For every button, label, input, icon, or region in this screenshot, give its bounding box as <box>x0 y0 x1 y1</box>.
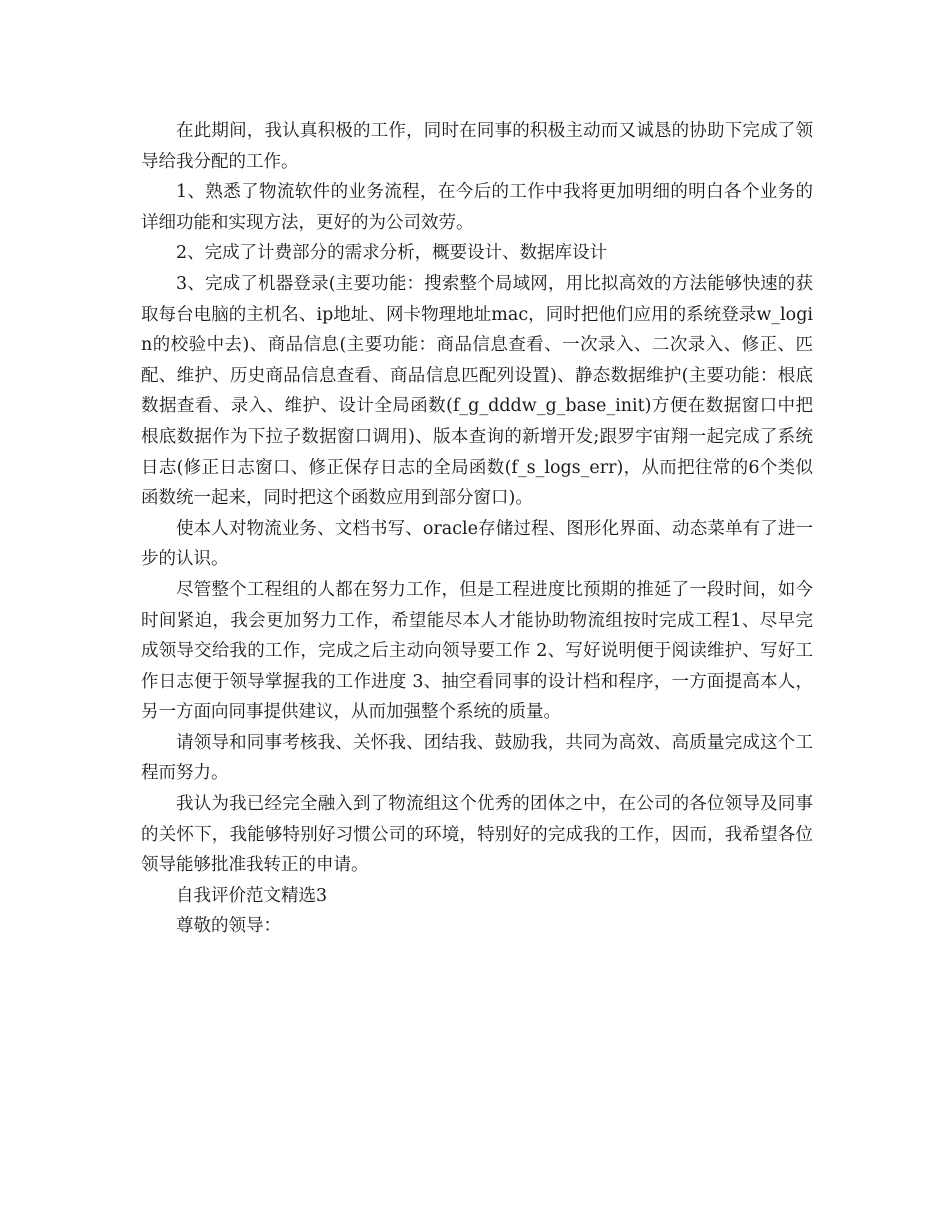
paragraph-conclusion: 我认为我已经完全融入到了物流组这个优秀的团体之中，在公司的各位领导及同事的关怀下，我能够特别好习惯公司的环境，特别好的完成我的工作，因而，我希望各位领导能够批准我转正的申请。 <box>141 794 813 876</box>
salutation: 尊敬的领导： <box>176 916 281 937</box>
paragraph-intro: 在此期间，我认真积极的工作，同时在同事的积极主动而又诚恳的协助下完成了领导给我分配的工作。 <box>141 121 813 172</box>
paragraph-request-support: 请领导和同事考核我、关怀我、团结我、鼓励我，共同为高效、高质量完成这个工程而努力。 <box>141 732 813 784</box>
document-body <box>141 116 813 942</box>
section-heading: 自我评价范文精选3 <box>176 885 328 906</box>
paragraph-item-1: 1、熟悉了物流软件的业务流程，在今后的工作中我将更加明细的明白各个业务的详细功能和实现方法，更好的为公司效劳。 <box>141 182 813 233</box>
paragraph-item-3: 3、完成了机器登录(主要功能：搜索整个局域网，用比拟高效的方法能够快速的获取每台电脑的主机名、ip地址、网卡物理地址mac，同时把他们应用的系统登录w_login的校验中去)、商品信息(主要功能：商品信息查看、一次录入、二次录入、修正、匹配、维护、历史商品信息查看、商品信息匹配列设置)、静态数据维护(主要功能：根底数据查看、录入、维护、设计全局函数(f_g_dddw_g_base_init)方便在数据窗口中把根底数据作为下拉子数据窗口调用)、版本查询的新增开发;跟罗宇宙翔一起完成了系统日志(修正日志窗口、修正保存日志的全局函数(f_s_logs_err)，从而把往常的6个类似函数统一起来，同时把这个函数应用到部分窗口)。 <box>141 273 813 509</box>
paragraph-plan: 尽管整个工程组的人都在努力工作，但是工程进度比预期的推延了一段时间，如今时间紧迫，我会更加努力工作，希望能尽本人才能协助物流组按时完成工程1、尽早完成领导交给我的工作，完成之后主动向领导要工作 2、写好说明便于阅读维护、写好工作日志便于领导掌握我的工作进度 3、抽空看同事的设计档和程序，一方面提高本人，另一方面向同事提供建议，从而加强整个系统的质量。 <box>141 579 813 723</box>
paragraph-understanding: 使本人对物流业务、文档书写、oracle存储过程、图形化界面、动态菜单有了进一步的认识。 <box>141 518 813 570</box>
paragraph-item-2: 2、完成了计费部分的需求分析，概要设计、数据库设计 <box>176 243 608 264</box>
